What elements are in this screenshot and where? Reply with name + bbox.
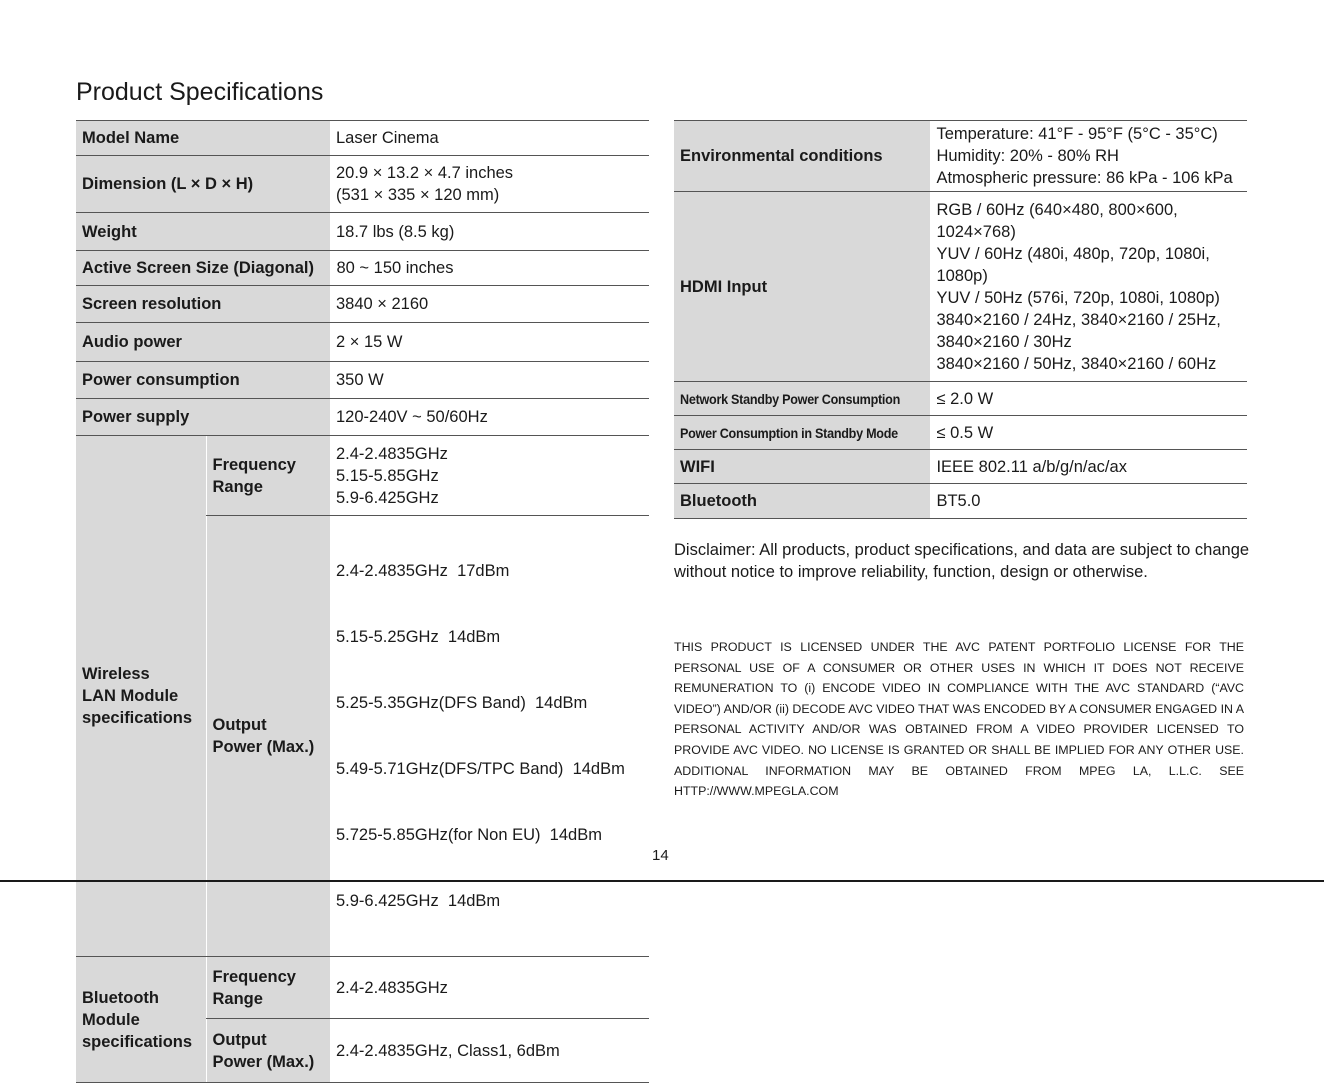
label-line: specifications — [82, 709, 193, 727]
value-line: 5.725-5.85GHz(for Non EU) 14dBm — [336, 826, 602, 844]
value-line: 2.4-2.4835GHz 17dBm — [336, 562, 510, 580]
spec-value: 80 ~ 150 inches — [330, 251, 649, 286]
spec-value — [930, 121, 1247, 192]
value-line: 5.15-5.85GHz — [336, 466, 439, 485]
label-line: Range — [212, 989, 263, 1008]
spec-row-dimension — [76, 156, 649, 213]
spec-label — [674, 382, 930, 416]
value-line: 5.25-5.35GHz(DFS Band) 14dBm — [336, 694, 588, 712]
spec-row-bluetooth — [674, 484, 1247, 519]
value-line: 5.9-6.425GHz 14dBm — [336, 892, 501, 910]
spec-label: Model Name — [76, 121, 330, 156]
value-line: YUV / 50Hz (576i, 720p, 1080i, 1080p) — [936, 288, 1220, 307]
value-line: 5.15-5.25GHz 14dBm — [336, 628, 501, 646]
spec-label: Bluetooth — [674, 484, 930, 519]
spec-value: 2.4-2.4835GHz — [330, 957, 649, 1019]
value-line: Atmospheric pressure: 86 kPa - 106 kPa — [936, 169, 1233, 187]
spec-label: Active Screen Size (Diagonal) — [76, 251, 330, 286]
spec-label: Power supply — [76, 399, 330, 436]
spec-label: WIFI — [674, 450, 930, 484]
spec-label-text: Network Standby Power Consumption — [680, 390, 901, 407]
spec-label: Audio power — [76, 323, 330, 362]
spec-row-audio-power — [76, 323, 649, 362]
label-line: Bluetooth — [82, 988, 159, 1007]
spec-row-bt-frequency — [76, 957, 649, 1019]
value-line: 20.9 × 13.2 × 4.7 inches — [336, 164, 514, 182]
spec-value — [930, 192, 1247, 382]
spec-label — [674, 416, 930, 450]
label-line: Wireless — [82, 665, 150, 683]
spec-label: Power consumption — [76, 362, 330, 399]
value-line: Humidity: 20% - 80% RH — [936, 147, 1119, 165]
disclaimer-text: Disclaimer: All products, product specifications, and data are subject to change without notice to improve reliability, function, design or otherwise. — [674, 541, 1250, 581]
spec-value: 2.4-2.4835GHz, Class1, 6dBm — [330, 1019, 649, 1083]
value-line: 3840×2160 / 50Hz, 3840×2160 / 60Hz — [936, 354, 1217, 373]
spec-row-resolution — [76, 286, 649, 323]
label-line: specifications — [82, 1032, 193, 1051]
spec-sub-label — [206, 1019, 330, 1083]
bottom-divider — [0, 880, 1324, 882]
spec-value: 18.7 lbs (8.5 kg) — [330, 213, 649, 251]
spec-label: HDMI Input — [674, 192, 930, 382]
spec-group-label-bluetooth — [76, 957, 206, 1083]
value-line: 3840×2160 / 24Hz, 3840×2160 / 25Hz, — [936, 310, 1221, 329]
spec-sub-label — [206, 436, 330, 516]
spec-label-text: Power Consumption in Standby Mode — [680, 424, 898, 441]
license-notice: THIS PRODUCT IS LICENSED UNDER THE AVC PATENT PORTFOLIO LICENSE FOR THE PERSONAL USE OF A CONSUMER OR OTHER USES IN WHICH IT DOES NOT RECEIVE REMUNERATION TO (i) ENCODE VIDEO IN COMPLIANCE WITH THE AVC STANDARD (“AVC VIDEO”) AND/OR (ii) DECODE AVC VIDEO THAT WAS ENCODED BY A CONSUMER ENGAGED IN A PERSONAL ACTIVITY AND/OR WAS OBTAINED FROM A VIDEO PROVIDER LICENSED TO PROVIDE AVC VIDEO. NO LICENSE IS GRANTED OR SHALL BE IMPLIED FOR ANY OTHER USE. ADDITIONAL INFORMATION MAY BE OBTAINED FROM MPEG LA, L.L.C. SEE HTTP://WWW.MPEGLA.COM — [674, 640, 1244, 799]
value-line: Temperature: 41°F - 95°F (5°C - 35°C) — [936, 125, 1218, 143]
left-spec-table — [76, 120, 649, 1083]
spec-row-standby-mode — [674, 416, 1247, 450]
right-spec-table — [674, 120, 1247, 519]
spec-row-hdmi — [674, 192, 1247, 382]
value-line: 5.49-5.71GHz(DFS/TPC Band) 14dBm — [336, 760, 625, 778]
spec-row-screen-size — [76, 251, 649, 286]
spec-value: ≤ 0.5 W — [930, 416, 1247, 450]
spec-value: 350 W — [330, 362, 649, 399]
spec-value: IEEE 802.11 a/b/g/n/ac/ax — [930, 450, 1247, 484]
spec-sub-label — [206, 957, 330, 1019]
label-line: Power (Max.) — [212, 1052, 315, 1071]
spec-label: Environmental conditions — [674, 121, 930, 192]
spec-row-model-name — [76, 121, 649, 156]
spec-value — [330, 516, 649, 957]
spec-row-wlan-frequency — [76, 436, 649, 516]
value-line: 3840×2160 / 30Hz — [936, 332, 1072, 351]
spec-value: 3840 × 2160 — [330, 286, 649, 323]
spec-row-power-consumption — [76, 362, 649, 399]
spec-row-environmental — [674, 121, 1247, 192]
spec-value: ≤ 2.0 W — [930, 382, 1247, 416]
spec-value: BT5.0 — [930, 484, 1247, 519]
spec-sub-label — [206, 516, 330, 957]
spec-label: Weight — [76, 213, 330, 251]
label-line: Range — [212, 477, 263, 496]
spec-row-network-standby — [674, 382, 1247, 416]
spec-value: 120-240V ~ 50/60Hz — [330, 399, 649, 436]
label-line: LAN Module — [82, 687, 179, 705]
label-line: Power (Max.) — [212, 738, 315, 756]
value-line: 1024×768) — [936, 222, 1016, 241]
value-line: (531 × 335 × 120 mm) — [336, 186, 500, 204]
value-line: RGB / 60Hz (640×480, 800×600, — [936, 200, 1178, 219]
value-line: 1080p) — [936, 266, 988, 285]
value-line: 2.4-2.4835GHz — [336, 444, 448, 463]
spec-label: Screen resolution — [76, 286, 330, 323]
value-line: 5.9-6.425GHz — [336, 488, 439, 507]
spec-value: 2 × 15 W — [330, 323, 649, 362]
spec-label: Dimension (L × D × H) — [76, 156, 330, 213]
spec-value — [330, 436, 649, 516]
page-number: 14 — [652, 847, 669, 864]
spec-value — [330, 156, 649, 213]
label-line: Module — [82, 1010, 140, 1029]
spec-group-label-wlan — [76, 436, 206, 957]
value-line: YUV / 60Hz (480i, 480p, 720p, 1080i, — [936, 244, 1210, 263]
label-line: Frequency — [212, 967, 296, 986]
label-line: Output — [212, 1030, 267, 1049]
label-line: Output — [212, 716, 267, 734]
spec-row-weight — [76, 213, 649, 251]
spec-row-power-supply — [76, 399, 649, 436]
spec-value: Laser Cinema — [330, 121, 649, 156]
spec-row-wifi — [674, 450, 1247, 484]
page-title: Product Specifications — [76, 78, 324, 106]
label-line: Frequency — [212, 455, 296, 474]
